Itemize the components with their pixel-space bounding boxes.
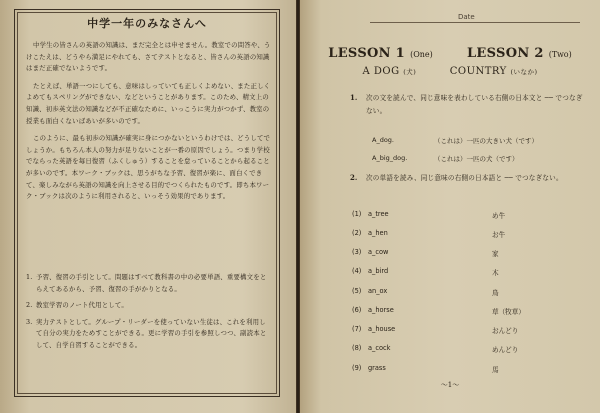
item-japanese: 草（牧草） — [492, 308, 525, 316]
example-line — [372, 154, 519, 163]
item-number: (6) — [352, 306, 362, 314]
item-japanese: めんどり — [492, 346, 519, 354]
usage-list-text: 予習、復習の手引として。問題はすべて教科書の中の必要単語、重要構文をとらえてあるから、予習、復習の手がかりとなる。 — [36, 273, 267, 293]
item-number: (1) — [352, 210, 362, 218]
preface-paragraph: たとえば、単語一つにしても、意味はしっていても正しくよめない、また正しくよめてもスペリングができない、などということがあります。このため、精文上の知識、初歩英文法の知識などが不正確なために、いっこうに実力がつかず、教室の授業も面白くないばあいが多いのです。 — [26, 81, 271, 125]
usage-list-item — [26, 272, 272, 295]
item-english: an_ox — [368, 287, 388, 295]
topic-2-title: COUNTRY — [449, 66, 507, 77]
item-english: a_tree — [368, 210, 389, 218]
item-number: (8) — [352, 344, 362, 352]
example-english: A_dog. — [372, 136, 394, 144]
item-english: a_bird — [368, 267, 389, 275]
item-japanese: 木 — [492, 269, 499, 277]
item-number: (3) — [352, 248, 362, 256]
item-english: grass — [368, 364, 386, 372]
usage-list-number: 2. — [26, 301, 33, 310]
question-2-number: 2. — [350, 173, 358, 182]
example-line — [372, 136, 538, 145]
item-japanese: 鳥 — [492, 289, 499, 297]
lesson-topics — [300, 66, 600, 77]
item-english: a_hen — [368, 229, 388, 237]
usage-list-item — [26, 300, 272, 312]
item-english: a_horse — [368, 306, 394, 314]
matching-row — [352, 267, 572, 279]
example-japanese: （これは）一匹の大きい犬（です） — [434, 137, 538, 145]
matching-row — [352, 325, 572, 337]
usage-list — [26, 272, 272, 357]
item-number: (2) — [352, 229, 362, 237]
topic-2-reading: (いなか) — [510, 68, 538, 76]
usage-list-text: 教室学習のノート代用として。 — [36, 301, 128, 310]
matching-row — [352, 287, 572, 299]
item-number: (5) — [352, 287, 362, 295]
preface-paragraph: 中学生の皆さんの英語の知識は、まだ完全とは申せません。教室での問答や、うけこたえは、どうやら満足にやれても、さてテストとなると、皆さんの英語の知識はまだ正確でないようです。 — [26, 41, 271, 73]
usage-list-number: 3. — [26, 317, 33, 326]
usage-list-number: 1. — [26, 273, 33, 281]
usage-list-item — [26, 317, 272, 352]
preface-body — [26, 40, 272, 209]
example-japanese: （これは）一匹の犬（です） — [434, 155, 519, 163]
preface-paragraph: このように、最も初歩の知識が確実に身につかないというわけでは、どうしてでしょうか。もちろん本人の努力が足りないことが一番の原因でしょう。つまり学校でならった英語を毎日復習（ふくしゅう）することを怠っていることから起ることが多いのです。本ワーク・ブックは、思うがちな予習、復習が楽に、面白くできて、楽しみながら英語の知識を向上させる目的でつくられたものです。即ち本ワーク・ブックは次のように利用されると、いっそう効果的であります。 — [26, 134, 271, 201]
matching-row — [352, 210, 572, 222]
item-number: (4) — [352, 267, 362, 275]
item-number: (7) — [352, 325, 362, 333]
item-number: (9) — [352, 364, 362, 372]
topic-1-reading: (犬) — [403, 68, 417, 76]
lesson-heading — [300, 42, 600, 61]
item-japanese: おんどり — [492, 327, 519, 335]
question-2-text: 次の単語を読み、同じ意味の右側の日本語と ── でつなぎない。 — [366, 174, 563, 182]
matching-row — [352, 248, 572, 260]
item-japanese: 馬 — [492, 366, 499, 374]
lesson-1-title: LESSON 1 — [328, 46, 405, 61]
matching-row — [352, 306, 572, 318]
left-page — [0, 0, 296, 413]
lesson-2-subtitle: (Two) — [548, 50, 572, 59]
matching-row — [352, 364, 572, 376]
topic-1-title: A DOG — [362, 66, 400, 77]
question-1-number: 1. — [350, 93, 358, 102]
date-label: Date — [458, 13, 475, 21]
item-japanese: お牛 — [492, 231, 506, 239]
lesson-1-subtitle: (One) — [410, 50, 433, 59]
preface-title: 中学一年のみなさんへ — [87, 17, 207, 30]
page-number: ～1～ — [440, 381, 460, 389]
item-japanese: め牛 — [492, 212, 506, 220]
question-1-text: 次の文を読んで、同じ意味を表わしている右側の日本文と ── でつなぎない。 — [366, 94, 583, 115]
matching-row — [352, 229, 572, 241]
item-english: a_house — [368, 325, 396, 333]
example-english: A_big_dog. — [372, 154, 408, 162]
usage-list-text: 実力テストとして。グループ・リーダーを使っていない生徒は、これを利用して自分の実力をためすことができる。更に学習の手引を参照しつつ、副読本として、自学自習することができる。 — [36, 317, 267, 349]
item-english: a_cock — [368, 344, 391, 352]
matching-row — [352, 344, 572, 356]
item-english: a_cow — [368, 248, 389, 256]
lesson-2-title: LESSON 2 — [466, 46, 544, 61]
item-japanese: 家 — [492, 250, 499, 258]
date-line — [370, 22, 580, 23]
